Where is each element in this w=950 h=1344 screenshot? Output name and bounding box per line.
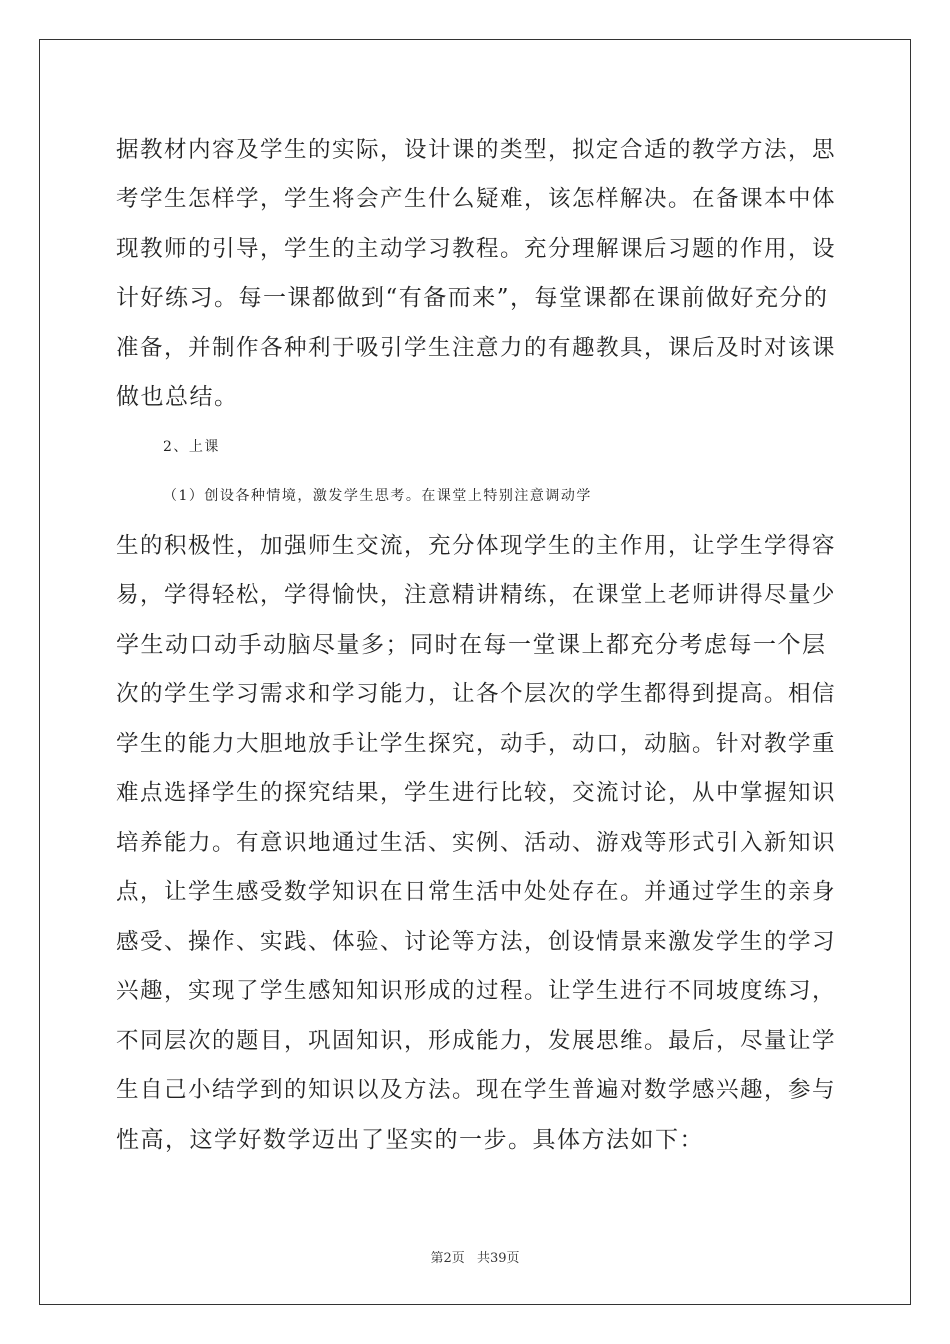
text-line: 据教材内容及学生的实际，设计课的类型，拟定合适的教学方法，思 (116, 137, 837, 163)
text-line: 难点选择学生的探究结果，学生进行比较，交流讨论，从中掌握知识 (116, 780, 837, 806)
text-line: 学生的能力大胆地放手让学生探究，动手，动口，动脑。针对教学重 (116, 731, 837, 757)
text-line: 做也总结。 (116, 384, 239, 410)
page-number: 第2页 (430, 1251, 465, 1266)
page-footer (0, 1247, 950, 1266)
text-line: 生自己小结学到的知识以及方法。现在学生普遍对数学感兴趣，参与 (116, 1077, 837, 1103)
text-line: 易，学得轻松，学得愉快，注意精讲精练，在课堂上老师讲得尽量少 (116, 582, 837, 608)
text-line: 点，让学生感受数学知识在日常生活中处处存在。并通过学生的亲身 (116, 879, 837, 905)
text-line: 学生动口动手动脑尽量多；同时在每一堂课上都充分考虑每一个层 (116, 632, 827, 658)
text-line: 准备，并制作各种利于吸引学生注意力的有趣教具，课后及时对该课 (116, 335, 837, 361)
page-border (39, 39, 911, 1305)
text-line: 不同层次的题目，巩固知识，形成能力，发展思维。最后，尽量让学 (116, 1028, 837, 1054)
text-line: 计好练习。每一课都做到“有备而来”，每堂课都在课前做好充分的 (116, 285, 829, 311)
text-line: 培养能力。有意识地通过生活、实例、活动、游戏等形式引入新知识 (116, 830, 837, 856)
text-line: 现教师的引导，学生的主动学习教程。充分理解课后习题的作用，设 (116, 236, 837, 262)
page-total: 共39页 (476, 1251, 520, 1266)
text-line: 性高，这学好数学迈出了坚实的一步。具体方法如下： (116, 1127, 704, 1153)
text-line: （1）创设各种情境，激发学生思考。在课堂上特别注意调动学 (163, 488, 592, 504)
text-line: 感受、操作、实践、体验、讨论等方法，创设情景来激发学生的学习 (116, 929, 837, 955)
text-line: 考学生怎样学，学生将会产生什么疑难，该怎样解决。在备课本中体 (116, 186, 837, 212)
text-line: 兴趣，实现了学生感知知识形成的过程。让学生进行不同坡度练习， (116, 978, 837, 1004)
text-line: 次的学生学习需求和学习能力，让各个层次的学生都得到提高。相信 (116, 681, 837, 707)
text-line: 生的积极性，加强师生交流，充分体现学生的主作用，让学生学得容 (116, 533, 837, 559)
section-heading: 2、上课 (163, 439, 220, 455)
